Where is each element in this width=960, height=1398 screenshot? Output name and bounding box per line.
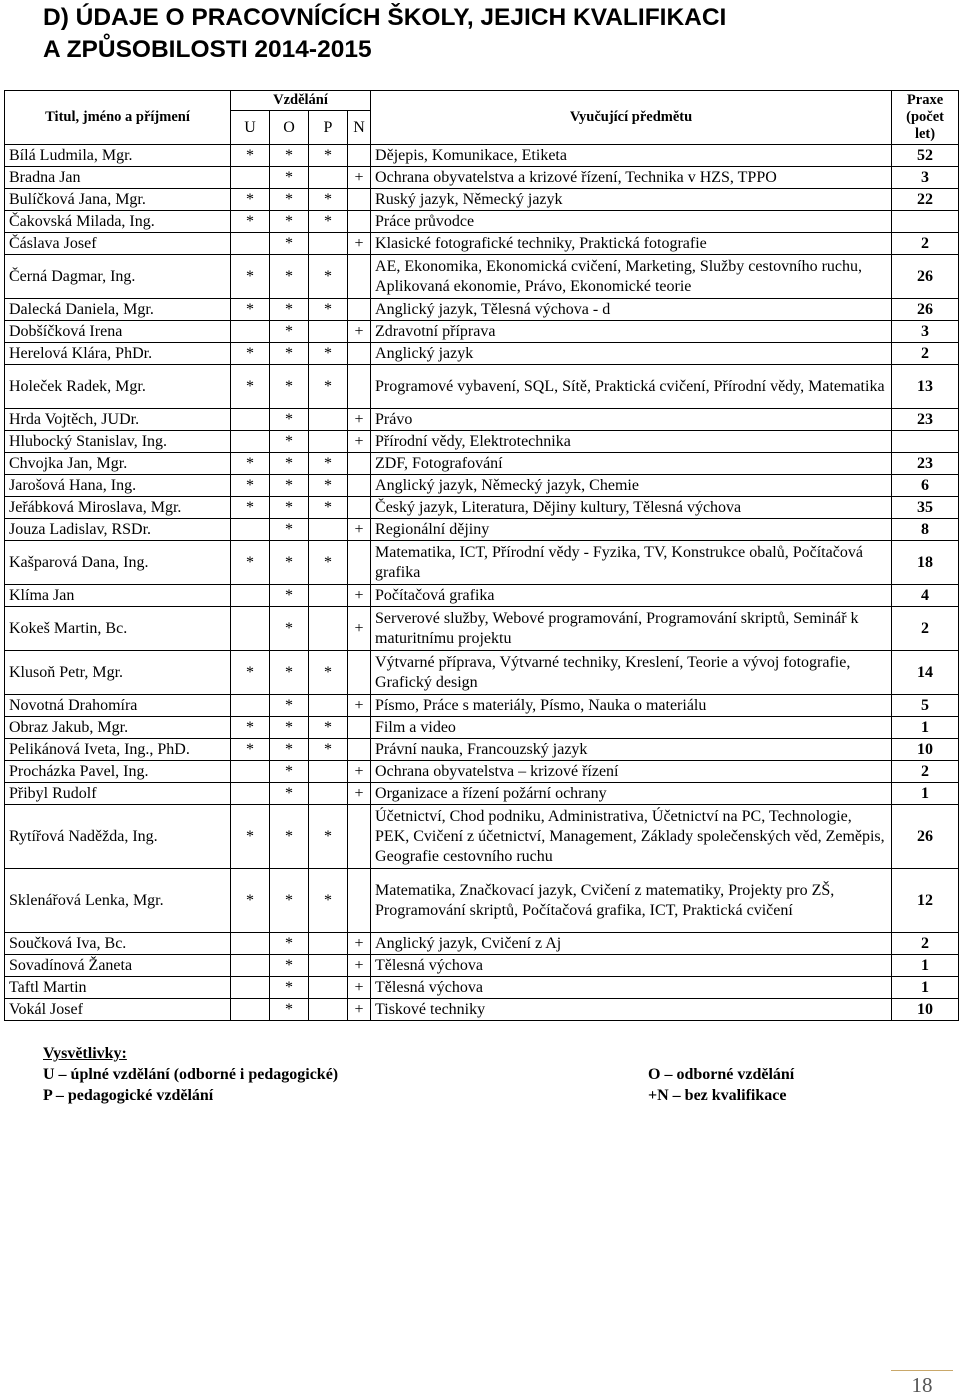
subjects-cell: Anglický jazyk bbox=[371, 343, 892, 365]
mark-o-cell: * bbox=[270, 475, 309, 497]
mark-p-cell bbox=[309, 783, 348, 805]
subjects-cell: Anglický jazyk, Německý jazyk, Chemie bbox=[371, 475, 892, 497]
subjects-cell: Serverové služby, Webové programování, Programování skriptů, Seminář k maturitnímu projektu bbox=[371, 607, 892, 651]
page-title-line-1: D) ÚDAJE O PRACOVNÍCÍCH ŠKOLY, JEJICH KVALIFIKACI bbox=[43, 4, 727, 31]
praxe-cell: 22 bbox=[892, 189, 959, 211]
staff-name-cell: Sklenářová Lenka, Mgr. bbox=[5, 869, 231, 933]
praxe-cell: 2 bbox=[892, 233, 959, 255]
mark-u-cell bbox=[231, 761, 270, 783]
mark-p-cell bbox=[309, 519, 348, 541]
header-u: U bbox=[231, 111, 270, 145]
staff-name-cell: Procházka Pavel, Ing. bbox=[5, 761, 231, 783]
mark-u-cell: * bbox=[231, 365, 270, 409]
mark-n-cell: + bbox=[348, 519, 371, 541]
mark-p-cell: * bbox=[309, 651, 348, 695]
subjects-cell: Matematika, ICT, Přírodní vědy - Fyzika, TV, Konstrukce obalů, Počítačová grafika bbox=[371, 541, 892, 585]
staff-name-cell: Černá Dagmar, Ing. bbox=[5, 255, 231, 299]
legend-left bbox=[43, 1043, 338, 1106]
praxe-cell: 52 bbox=[892, 145, 959, 167]
staff-name-cell: Dobšíčková Irena bbox=[5, 321, 231, 343]
mark-p-cell bbox=[309, 999, 348, 1021]
table-row bbox=[5, 189, 959, 211]
mark-u-cell bbox=[231, 233, 270, 255]
praxe-cell: 1 bbox=[892, 783, 959, 805]
mark-o-cell: * bbox=[270, 977, 309, 999]
page-number: 18 bbox=[891, 1370, 953, 1398]
mark-p-cell: * bbox=[309, 211, 348, 233]
header-p: P bbox=[309, 111, 348, 145]
staff-name-cell: Bulíčková Jana, Mgr. bbox=[5, 189, 231, 211]
staff-name-cell: Sovadínová Žaneta bbox=[5, 955, 231, 977]
staff-table bbox=[4, 90, 959, 1021]
staff-name-cell: Hrda Vojtěch, JUDr. bbox=[5, 409, 231, 431]
mark-p-cell: * bbox=[309, 497, 348, 519]
praxe-cell: 3 bbox=[892, 321, 959, 343]
mark-u-cell bbox=[231, 933, 270, 955]
staff-name-cell: Jouza Ladislav, RSDr. bbox=[5, 519, 231, 541]
table-row bbox=[5, 541, 959, 585]
legend-p: P – pedagogické vzdělání bbox=[43, 1087, 214, 1104]
praxe-cell: 14 bbox=[892, 651, 959, 695]
mark-n-cell: + bbox=[348, 999, 371, 1021]
header-o: O bbox=[270, 111, 309, 145]
header-name: Titul, jméno a příjmení bbox=[5, 91, 231, 145]
subjects-cell: Programové vybavení, SQL, Sítě, Praktická cvičení, Přírodní vědy, Matematika bbox=[371, 365, 892, 409]
mark-n-cell bbox=[348, 869, 371, 933]
table-row bbox=[5, 497, 959, 519]
mark-n-cell: + bbox=[348, 321, 371, 343]
subjects-cell: Práce průvodce bbox=[371, 211, 892, 233]
page-title-line-2: A ZPŮSOBILOSTI 2014-2015 bbox=[43, 35, 372, 63]
praxe-cell: 26 bbox=[892, 255, 959, 299]
praxe-cell: 18 bbox=[892, 541, 959, 585]
praxe-cell: 26 bbox=[892, 299, 959, 321]
praxe-cell: 23 bbox=[892, 409, 959, 431]
mark-n-cell: + bbox=[348, 933, 371, 955]
table-row bbox=[5, 343, 959, 365]
subjects-cell: Písmo, Práce s materiály, Písmo, Nauka o materiálu bbox=[371, 695, 892, 717]
staff-name-cell: Čáslava Josef bbox=[5, 233, 231, 255]
mark-n-cell bbox=[348, 717, 371, 739]
subjects-cell: Výtvarné příprava, Výtvarné techniky, Kreslení, Teorie a vývoj fotografie, Grafický design bbox=[371, 651, 892, 695]
mark-p-cell: * bbox=[309, 299, 348, 321]
staff-name-cell: Bradna Jan bbox=[5, 167, 231, 189]
mark-u-cell: * bbox=[231, 497, 270, 519]
staff-name-cell: Rytířová Naděžda, Ing. bbox=[5, 805, 231, 869]
table-row bbox=[5, 869, 959, 933]
subjects-cell: AE, Ekonomika, Ekonomická cvičení, Marketing, Služby cestovního ruchu, Aplikovaná ekonomie, Právo, Ekonomické teorie bbox=[371, 255, 892, 299]
mark-u-cell: * bbox=[231, 651, 270, 695]
table-row bbox=[5, 805, 959, 869]
mark-u-cell bbox=[231, 409, 270, 431]
subjects-cell: Klasické fotografické techniky, Praktická fotografie bbox=[371, 233, 892, 255]
table-row bbox=[5, 299, 959, 321]
table-row bbox=[5, 607, 959, 651]
table-row bbox=[5, 761, 959, 783]
mark-p-cell: * bbox=[309, 869, 348, 933]
mark-u-cell: * bbox=[231, 869, 270, 933]
mark-n-cell: + bbox=[348, 233, 371, 255]
praxe-cell: 26 bbox=[892, 805, 959, 869]
staff-name-cell: Klíma Jan bbox=[5, 585, 231, 607]
mark-u-cell: * bbox=[231, 211, 270, 233]
mark-n-cell: + bbox=[348, 783, 371, 805]
mark-n-cell bbox=[348, 475, 371, 497]
staff-name-cell: Bílá Ludmila, Mgr. bbox=[5, 145, 231, 167]
mark-p-cell bbox=[309, 233, 348, 255]
subjects-cell: Ruský jazyk, Německý jazyk bbox=[371, 189, 892, 211]
table-row bbox=[5, 453, 959, 475]
mark-p-cell: * bbox=[309, 805, 348, 869]
mark-o-cell: * bbox=[270, 167, 309, 189]
staff-name-cell: Vokál Josef bbox=[5, 999, 231, 1021]
legend-o: O – odborné vzdělání bbox=[648, 1066, 795, 1083]
mark-u-cell bbox=[231, 999, 270, 1021]
staff-name-cell: Pelikánová Iveta, Ing., PhD. bbox=[5, 739, 231, 761]
mark-n-cell: + bbox=[348, 409, 371, 431]
mark-o-cell: * bbox=[270, 343, 309, 365]
mark-n-cell: + bbox=[348, 695, 371, 717]
praxe-cell: 10 bbox=[892, 999, 959, 1021]
praxe-cell: 23 bbox=[892, 453, 959, 475]
mark-p-cell: * bbox=[309, 739, 348, 761]
subjects-cell: Přírodní vědy, Elektrotechnika bbox=[371, 431, 892, 453]
mark-p-cell bbox=[309, 977, 348, 999]
mark-o-cell: * bbox=[270, 255, 309, 299]
mark-n-cell bbox=[348, 739, 371, 761]
subjects-cell: Počítačová grafika bbox=[371, 585, 892, 607]
staff-name-cell: Holeček Radek, Mgr. bbox=[5, 365, 231, 409]
praxe-cell: 13 bbox=[892, 365, 959, 409]
mark-p-cell: * bbox=[309, 255, 348, 299]
legend-title: Vysvětlivky: bbox=[43, 1045, 127, 1062]
praxe-cell: 1 bbox=[892, 955, 959, 977]
subjects-cell: ZDF, Fotografování bbox=[371, 453, 892, 475]
staff-name-cell: Součková Iva, Bc. bbox=[5, 933, 231, 955]
mark-n-cell: + bbox=[348, 977, 371, 999]
mark-p-cell: * bbox=[309, 453, 348, 475]
mark-p-cell: * bbox=[309, 343, 348, 365]
praxe-cell: 3 bbox=[892, 167, 959, 189]
mark-u-cell: * bbox=[231, 453, 270, 475]
mark-o-cell: * bbox=[270, 585, 309, 607]
table-row bbox=[5, 167, 959, 189]
mark-o-cell: * bbox=[270, 541, 309, 585]
praxe-cell: 12 bbox=[892, 869, 959, 933]
mark-o-cell: * bbox=[270, 933, 309, 955]
mark-n-cell bbox=[348, 211, 371, 233]
mark-u-cell bbox=[231, 783, 270, 805]
praxe-cell: 2 bbox=[892, 343, 959, 365]
mark-o-cell: * bbox=[270, 299, 309, 321]
mark-n-cell bbox=[348, 299, 371, 321]
subjects-cell: Tělesná výchova bbox=[371, 977, 892, 999]
subjects-cell: Tiskové techniky bbox=[371, 999, 892, 1021]
table-row bbox=[5, 585, 959, 607]
praxe-cell: 2 bbox=[892, 607, 959, 651]
mark-o-cell: * bbox=[270, 955, 309, 977]
table-row bbox=[5, 651, 959, 695]
staff-name-cell: Herelová Klára, PhDr. bbox=[5, 343, 231, 365]
mark-o-cell: * bbox=[270, 805, 309, 869]
mark-u-cell bbox=[231, 167, 270, 189]
mark-p-cell: * bbox=[309, 717, 348, 739]
praxe-cell: 10 bbox=[892, 739, 959, 761]
mark-u-cell: * bbox=[231, 145, 270, 167]
table-row bbox=[5, 783, 959, 805]
table-row bbox=[5, 475, 959, 497]
mark-u-cell bbox=[231, 977, 270, 999]
mark-p-cell: * bbox=[309, 475, 348, 497]
mark-u-cell bbox=[231, 695, 270, 717]
mark-u-cell bbox=[231, 955, 270, 977]
praxe-cell: 5 bbox=[892, 695, 959, 717]
mark-u-cell: * bbox=[231, 805, 270, 869]
mark-p-cell: * bbox=[309, 189, 348, 211]
staff-name-cell: Jeřábková Miroslava, Mgr. bbox=[5, 497, 231, 519]
mark-o-cell: * bbox=[270, 783, 309, 805]
page-title bbox=[43, 2, 923, 65]
subjects-cell: Matematika, Značkovací jazyk, Cvičení z matematiky, Projekty pro ZŠ, Programování skriptů, Počítačová grafika, ICT, Praktická cvičení bbox=[371, 869, 892, 933]
mark-o-cell: * bbox=[270, 695, 309, 717]
mark-u-cell: * bbox=[231, 717, 270, 739]
legend-n: +N – bez kvalifikace bbox=[648, 1087, 787, 1104]
mark-p-cell bbox=[309, 695, 348, 717]
mark-o-cell: * bbox=[270, 409, 309, 431]
mark-o-cell: * bbox=[270, 189, 309, 211]
mark-o-cell: * bbox=[270, 453, 309, 475]
mark-n-cell bbox=[348, 805, 371, 869]
mark-n-cell: + bbox=[348, 761, 371, 783]
praxe-cell: 8 bbox=[892, 519, 959, 541]
mark-n-cell bbox=[348, 497, 371, 519]
subjects-cell: Právní nauka, Francouzský jazyk bbox=[371, 739, 892, 761]
table-row bbox=[5, 233, 959, 255]
mark-o-cell: * bbox=[270, 145, 309, 167]
mark-o-cell: * bbox=[270, 651, 309, 695]
subjects-cell: Zdravotní příprava bbox=[371, 321, 892, 343]
staff-name-cell: Obraz Jakub, Mgr. bbox=[5, 717, 231, 739]
subjects-cell: Ochrana obyvatelstva a krizové řízení, Technika v HZS, TPPO bbox=[371, 167, 892, 189]
staff-name-cell: Čakovská Milada, Ing. bbox=[5, 211, 231, 233]
mark-o-cell: * bbox=[270, 365, 309, 409]
praxe-cell: 2 bbox=[892, 933, 959, 955]
staff-name-cell: Dalecká Daniela, Mgr. bbox=[5, 299, 231, 321]
staff-name-cell: Přibyl Rudolf bbox=[5, 783, 231, 805]
mark-u-cell: * bbox=[231, 343, 270, 365]
mark-u-cell bbox=[231, 607, 270, 651]
mark-u-cell: * bbox=[231, 541, 270, 585]
mark-o-cell: * bbox=[270, 211, 309, 233]
mark-o-cell: * bbox=[270, 497, 309, 519]
subjects-cell: Film a video bbox=[371, 717, 892, 739]
mark-o-cell: * bbox=[270, 717, 309, 739]
praxe-cell: 1 bbox=[892, 717, 959, 739]
praxe-cell: 35 bbox=[892, 497, 959, 519]
header-praxe bbox=[892, 91, 959, 145]
staff-name-cell: Taftl Martin bbox=[5, 977, 231, 999]
praxe-cell: 4 bbox=[892, 585, 959, 607]
table-row bbox=[5, 519, 959, 541]
subjects-cell: Anglický jazyk, Cvičení z Aj bbox=[371, 933, 892, 955]
mark-n-cell: + bbox=[348, 955, 371, 977]
staff-name-cell: Kokeš Martin, Bc. bbox=[5, 607, 231, 651]
praxe-cell bbox=[892, 211, 959, 233]
mark-p-cell bbox=[309, 607, 348, 651]
mark-p-cell bbox=[309, 955, 348, 977]
header-subjects: Vyučující předmětu bbox=[371, 91, 892, 145]
mark-n-cell bbox=[348, 651, 371, 695]
mark-n-cell bbox=[348, 365, 371, 409]
staff-name-cell: Chvojka Jan, Mgr. bbox=[5, 453, 231, 475]
mark-n-cell: + bbox=[348, 607, 371, 651]
subjects-cell: Anglický jazyk, Tělesná výchova - d bbox=[371, 299, 892, 321]
mark-p-cell bbox=[309, 167, 348, 189]
table-row bbox=[5, 431, 959, 453]
table-row bbox=[5, 977, 959, 999]
mark-u-cell bbox=[231, 431, 270, 453]
staff-name-cell: Klusoň Petr, Mgr. bbox=[5, 651, 231, 695]
table-row bbox=[5, 933, 959, 955]
mark-o-cell: * bbox=[270, 431, 309, 453]
subjects-cell: Dějepis, Komunikace, Etiketa bbox=[371, 145, 892, 167]
table-row bbox=[5, 255, 959, 299]
header-praxe-line-3: let) bbox=[914, 126, 936, 142]
table-row bbox=[5, 409, 959, 431]
mark-o-cell: * bbox=[270, 519, 309, 541]
table-row bbox=[5, 999, 959, 1021]
mark-u-cell: * bbox=[231, 255, 270, 299]
subjects-cell: Ochrana obyvatelstva – krizové řízení bbox=[371, 761, 892, 783]
subjects-cell: Právo bbox=[371, 409, 892, 431]
staff-table-body bbox=[5, 145, 959, 1021]
mark-n-cell bbox=[348, 255, 371, 299]
table-row bbox=[5, 739, 959, 761]
staff-name-cell: Hlubocký Stanislav, Ing. bbox=[5, 431, 231, 453]
table-row bbox=[5, 955, 959, 977]
subjects-cell: Regionální dějiny bbox=[371, 519, 892, 541]
mark-p-cell bbox=[309, 933, 348, 955]
table-header-row-1 bbox=[5, 91, 959, 111]
mark-u-cell: * bbox=[231, 299, 270, 321]
header-praxe-line-2: (počet bbox=[906, 109, 944, 125]
mark-p-cell bbox=[309, 409, 348, 431]
mark-n-cell bbox=[348, 541, 371, 585]
legend-right bbox=[648, 1064, 794, 1106]
subjects-cell: Organizace a řízení požární ochrany bbox=[371, 783, 892, 805]
mark-o-cell: * bbox=[270, 321, 309, 343]
mark-n-cell: + bbox=[348, 167, 371, 189]
praxe-cell bbox=[892, 431, 959, 453]
mark-o-cell: * bbox=[270, 607, 309, 651]
subjects-cell: Český jazyk, Literatura, Dějiny kultury, Tělesná výchova bbox=[371, 497, 892, 519]
praxe-cell: 1 bbox=[892, 977, 959, 999]
header-education: Vzdělání bbox=[231, 91, 371, 111]
mark-u-cell: * bbox=[231, 189, 270, 211]
mark-n-cell: + bbox=[348, 431, 371, 453]
mark-o-cell: * bbox=[270, 999, 309, 1021]
subjects-cell: Účetnictví, Chod podniku, Administrativa, Účetnictví na PC, Technologie, PEK, Cvičení z účetnictví, Management, Základy společenských věd, Zeměpis, Geografie cestovního ruchu bbox=[371, 805, 892, 869]
mark-p-cell: * bbox=[309, 365, 348, 409]
mark-p-cell bbox=[309, 585, 348, 607]
table-row bbox=[5, 717, 959, 739]
legend-u: U – úplné vzdělání (odborné i pedagogické) bbox=[43, 1066, 339, 1083]
table-row bbox=[5, 365, 959, 409]
table-row bbox=[5, 211, 959, 233]
mark-n-cell bbox=[348, 453, 371, 475]
mark-p-cell bbox=[309, 431, 348, 453]
header-praxe-line-1: Praxe bbox=[906, 92, 944, 108]
mark-p-cell bbox=[309, 761, 348, 783]
table-row bbox=[5, 321, 959, 343]
subjects-cell: Tělesná výchova bbox=[371, 955, 892, 977]
mark-n-cell: + bbox=[348, 585, 371, 607]
mark-n-cell bbox=[348, 189, 371, 211]
praxe-cell: 2 bbox=[892, 761, 959, 783]
mark-u-cell: * bbox=[231, 475, 270, 497]
mark-o-cell: * bbox=[270, 869, 309, 933]
mark-u-cell bbox=[231, 585, 270, 607]
mark-u-cell bbox=[231, 321, 270, 343]
mark-o-cell: * bbox=[270, 233, 309, 255]
mark-n-cell bbox=[348, 343, 371, 365]
mark-p-cell: * bbox=[309, 541, 348, 585]
table-row bbox=[5, 695, 959, 717]
mark-o-cell: * bbox=[270, 739, 309, 761]
table-row bbox=[5, 145, 959, 167]
staff-name-cell: Jarošová Hana, Ing. bbox=[5, 475, 231, 497]
staff-name-cell: Novotná Drahomíra bbox=[5, 695, 231, 717]
mark-p-cell: * bbox=[309, 145, 348, 167]
mark-u-cell bbox=[231, 519, 270, 541]
staff-name-cell: Kašparová Dana, Ing. bbox=[5, 541, 231, 585]
mark-p-cell bbox=[309, 321, 348, 343]
praxe-cell: 6 bbox=[892, 475, 959, 497]
header-n: N bbox=[348, 111, 371, 145]
mark-u-cell: * bbox=[231, 739, 270, 761]
mark-o-cell: * bbox=[270, 761, 309, 783]
mark-n-cell bbox=[348, 145, 371, 167]
